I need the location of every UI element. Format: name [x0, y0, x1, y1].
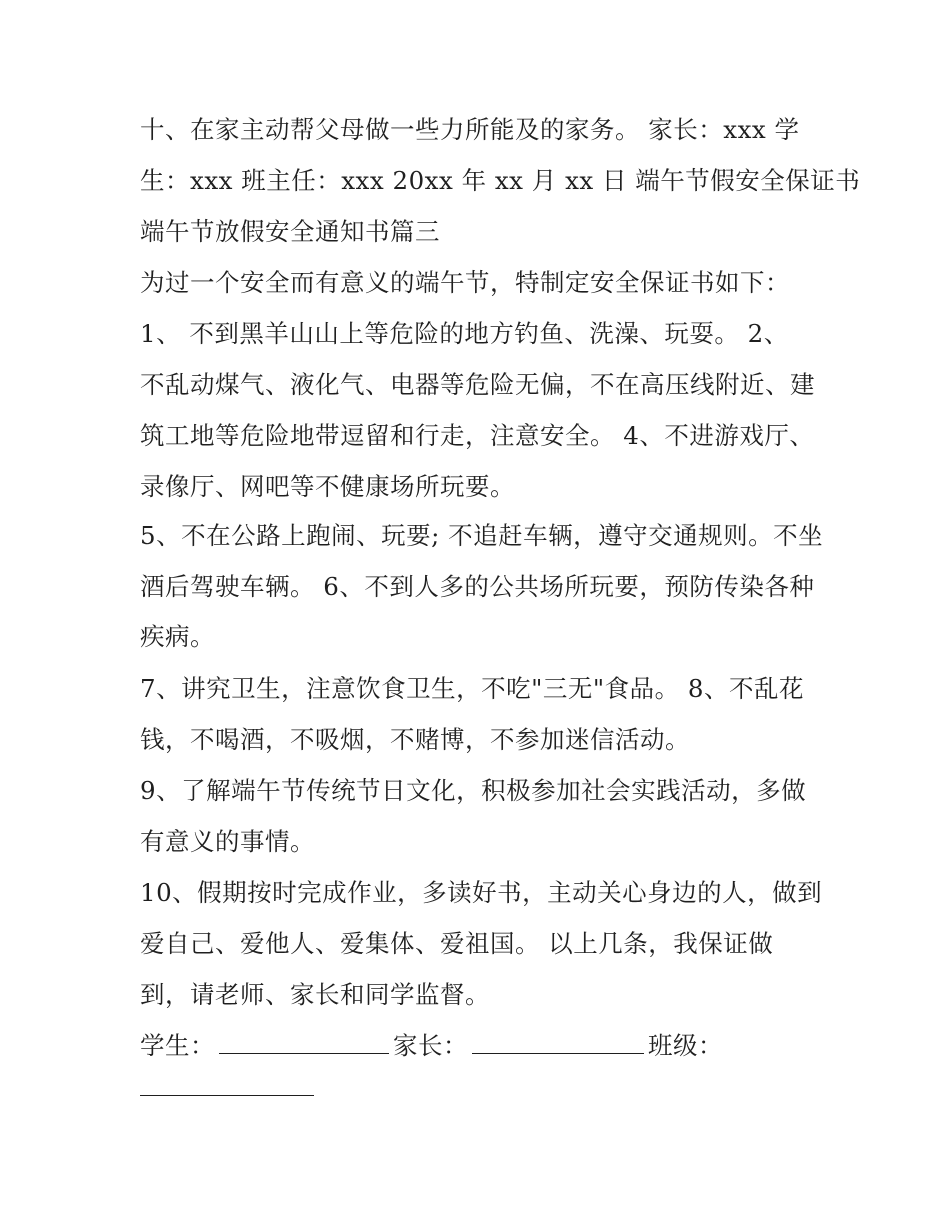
class-blank-line: [140, 1072, 318, 1104]
text-line: 9、了解端午节传统节日文化，积极参加社会实践活动，多做: [140, 776, 807, 805]
text-line: 筑工地等危险地带逗留和行走，注意安全。 4、不进游戏厅、: [140, 421, 815, 450]
text-line: 端午节放假安全通知书篇三: [140, 217, 440, 246]
class-signature-blank[interactable]: [140, 1073, 314, 1096]
student-label: 学生：: [140, 1031, 215, 1060]
text-line: 不乱动煤气、液化气、电器等危险无偏，不在高压线附近、建: [140, 370, 815, 399]
text-line: 爱自己、爱他人、爱集体、爱祖国。 以上几条，我保证做: [140, 929, 774, 958]
text-line: 十、在家主动帮父母做一些力所能及的家务。 家长：xxx 学: [140, 115, 800, 144]
text-line: 为过一个安全而有意义的端午节，特制定安全保证书如下：: [140, 268, 790, 297]
parent-label: 家长：: [393, 1031, 468, 1060]
text-line: 生：xxx 班主任：xxx 20xx 年 xx 月 xx 日 端午节假安全保证书: [140, 166, 861, 195]
class-label: 班级：: [648, 1031, 723, 1060]
text-line: 10、假期按时完成作业，多读好书，主动关心身边的人，做到: [140, 878, 823, 907]
signature-line: [140, 1030, 723, 1062]
text-line: 5、不在公路上跑闹、玩要; 不追赶车辆，遵守交通规则。不坐: [140, 521, 824, 550]
student-signature-blank[interactable]: [219, 1031, 389, 1054]
text-line: 酒后驾驶车辆。 6、不到人多的公共场所玩要，预防传染各种: [140, 572, 815, 601]
text-line: 7、讲究卫生，注意饮食卫生，不吃"三无"食品。 8、不乱花: [140, 674, 804, 703]
text-line: 有意义的事情。: [140, 827, 315, 856]
text-line: 1、 不到黑羊山山上等危险的地方钓鱼、洗澡、玩耍。 2、: [140, 319, 789, 348]
parent-signature-blank[interactable]: [472, 1031, 644, 1054]
text-line: 录像厅、网吧等不健康场所玩要。: [140, 472, 515, 501]
text-line: 到，请老师、家长和同学监督。: [140, 980, 490, 1009]
text-line: 疾病。: [140, 622, 215, 651]
text-line: 钱，不喝酒，不吸烟，不赌博，不参加迷信活动。: [140, 725, 690, 754]
